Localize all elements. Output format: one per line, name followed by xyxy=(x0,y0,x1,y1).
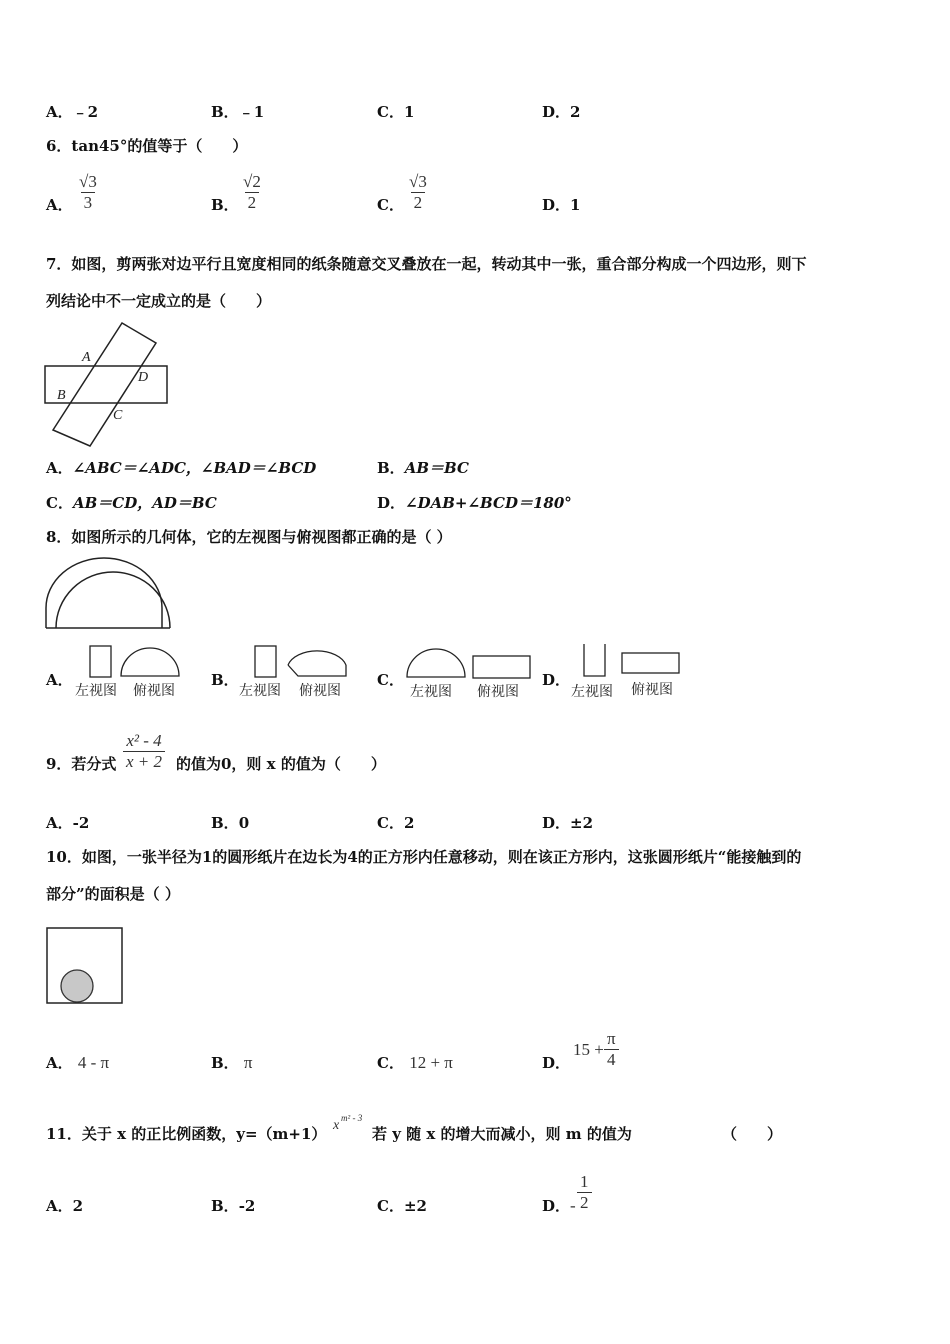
q10-stem-line1: 10．如图，一张半径为1的圆形纸片在边长为4的正方形内任意移动，则在该正方形内，这张圆形纸片“能接触到的 xyxy=(46,848,802,866)
q10-option-a: A． 4 - π xyxy=(46,1053,110,1072)
q11-option-c: C．±2 xyxy=(377,1197,427,1215)
q9-option-b: B．0 xyxy=(211,814,250,832)
q11-power-base: x xyxy=(333,1118,340,1133)
q7-option-b: B．AB＝BC xyxy=(377,459,469,477)
q8-option-c-views xyxy=(405,647,535,681)
q6-stem: 6．tan45°的值等于（ ） xyxy=(46,137,248,155)
q8-option-d-top-view-label: 俯视图 xyxy=(631,682,673,698)
q9-option-a: A．-2 xyxy=(46,814,90,832)
q11-power-exponent: m² - 3 xyxy=(341,1113,363,1123)
q6-option-a-fraction: $\frac{√3}{3}$ xyxy=(79,172,97,212)
q11-stem-prefix: 11．关于 x 的正比例函数，y=（m+1） xyxy=(46,1125,327,1143)
q8-option-a-letter: A． xyxy=(46,671,73,689)
q8-option-b-left-view-label: 左视图 xyxy=(239,683,281,699)
q9-stem-prefix: 9．若分式 xyxy=(46,755,117,773)
q7-label-c: C xyxy=(113,408,123,423)
q8-option-a-top-view-label: 俯视图 xyxy=(133,683,175,699)
q7-stem-line2: 列结论中不一定成立的是（ ） xyxy=(46,292,272,310)
q7-label-a: A xyxy=(82,350,91,365)
q9-option-c: C．2 xyxy=(377,814,415,832)
q9-fraction: $\frac{\text{x² - 4}}{x + 2}$ xyxy=(123,731,165,772)
q8-stem: 8．如图所示的几何体，它的左视图与俯视图都正确的是（ ） xyxy=(46,528,452,546)
q8-option-b-letter: B． xyxy=(211,671,239,689)
q8-option-a-left-view-label: 左视图 xyxy=(75,683,117,699)
q8-option-c-left-view-label: 左视图 xyxy=(410,684,452,700)
q10-stem-line2: 部分”的面积是（ ） xyxy=(46,885,180,903)
q5-option-c: C．1 xyxy=(377,103,415,121)
q8-option-b-views xyxy=(252,645,350,679)
q8-option-d-letter: D． xyxy=(542,671,571,689)
q9-stem-suffix: 的值为0，则 x 的值为（ ） xyxy=(176,755,386,773)
q5-option-d: D．2 xyxy=(542,103,581,121)
q10-option-b: B． π xyxy=(211,1053,253,1072)
q8-option-d-left-view-label: 左视图 xyxy=(571,684,613,700)
q11-option-b: B．-2 xyxy=(211,1197,256,1215)
q7-option-c: C．AB＝CD，AD＝BC xyxy=(46,494,217,512)
q6-option-b-fraction: $\frac{√2}{2}$ xyxy=(243,172,261,212)
q11-stem-suffix: 若 y 随 x 的增大而减小，则 m 的值为 xyxy=(372,1125,632,1143)
q6-option-d: D．1 xyxy=(542,196,581,214)
q11-option-d-fraction: $\frac{1}{2}$ xyxy=(577,1172,592,1213)
q11-option-d-sign: - xyxy=(570,1196,576,1215)
q5-option-a: A．﹣2 xyxy=(46,103,99,121)
q10-option-d-prefix: 15 + xyxy=(573,1040,604,1059)
q7-option-a: A．∠ABC＝∠ADC，∠BAD＝∠BCD xyxy=(46,459,317,477)
q7-label-b: B xyxy=(57,388,66,403)
q5-option-b: B．﹣1 xyxy=(211,103,265,121)
q10-option-d-letter: D． xyxy=(542,1054,571,1072)
q6-option-a-letter: A． xyxy=(46,196,73,214)
q10-figure-square-circle xyxy=(44,925,128,1007)
q8-option-c-top-view-label: 俯视图 xyxy=(477,684,519,700)
q9-option-d: D．±2 xyxy=(542,814,594,832)
q7-stem-line1: 7．如图，剪两张对边平行且宽度相同的纸条随意交叉叠放在一起，转动其中一张，重合部分构成一个四边形，则下 xyxy=(46,255,807,273)
q10-option-d-fraction: $\frac{\pi}{4}$ xyxy=(604,1029,619,1070)
q7-option-d: D．∠DAB+∠BCD＝180° xyxy=(377,494,572,512)
q8-option-c-letter: C． xyxy=(377,671,404,689)
q6-option-b-letter: B． xyxy=(211,196,239,214)
q7-label-d: D xyxy=(138,370,149,385)
q6-option-c-fraction: $\frac{√3}{2}$ xyxy=(409,172,427,212)
q11-answer-bracket: （ ） xyxy=(722,1125,783,1143)
q8-figure-solid xyxy=(40,556,175,634)
q10-option-c: C． 12 + π xyxy=(377,1053,453,1072)
q8-option-d-views xyxy=(580,642,682,678)
q6-option-c-letter: C． xyxy=(377,196,404,214)
q11-option-a: A．2 xyxy=(46,1197,84,1215)
q11-option-d-letter: D． xyxy=(542,1197,571,1215)
q8-option-a-views xyxy=(88,645,184,679)
q7-figure-crossed-strips xyxy=(40,318,175,450)
q8-option-b-top-view-label: 俯视图 xyxy=(299,683,341,699)
